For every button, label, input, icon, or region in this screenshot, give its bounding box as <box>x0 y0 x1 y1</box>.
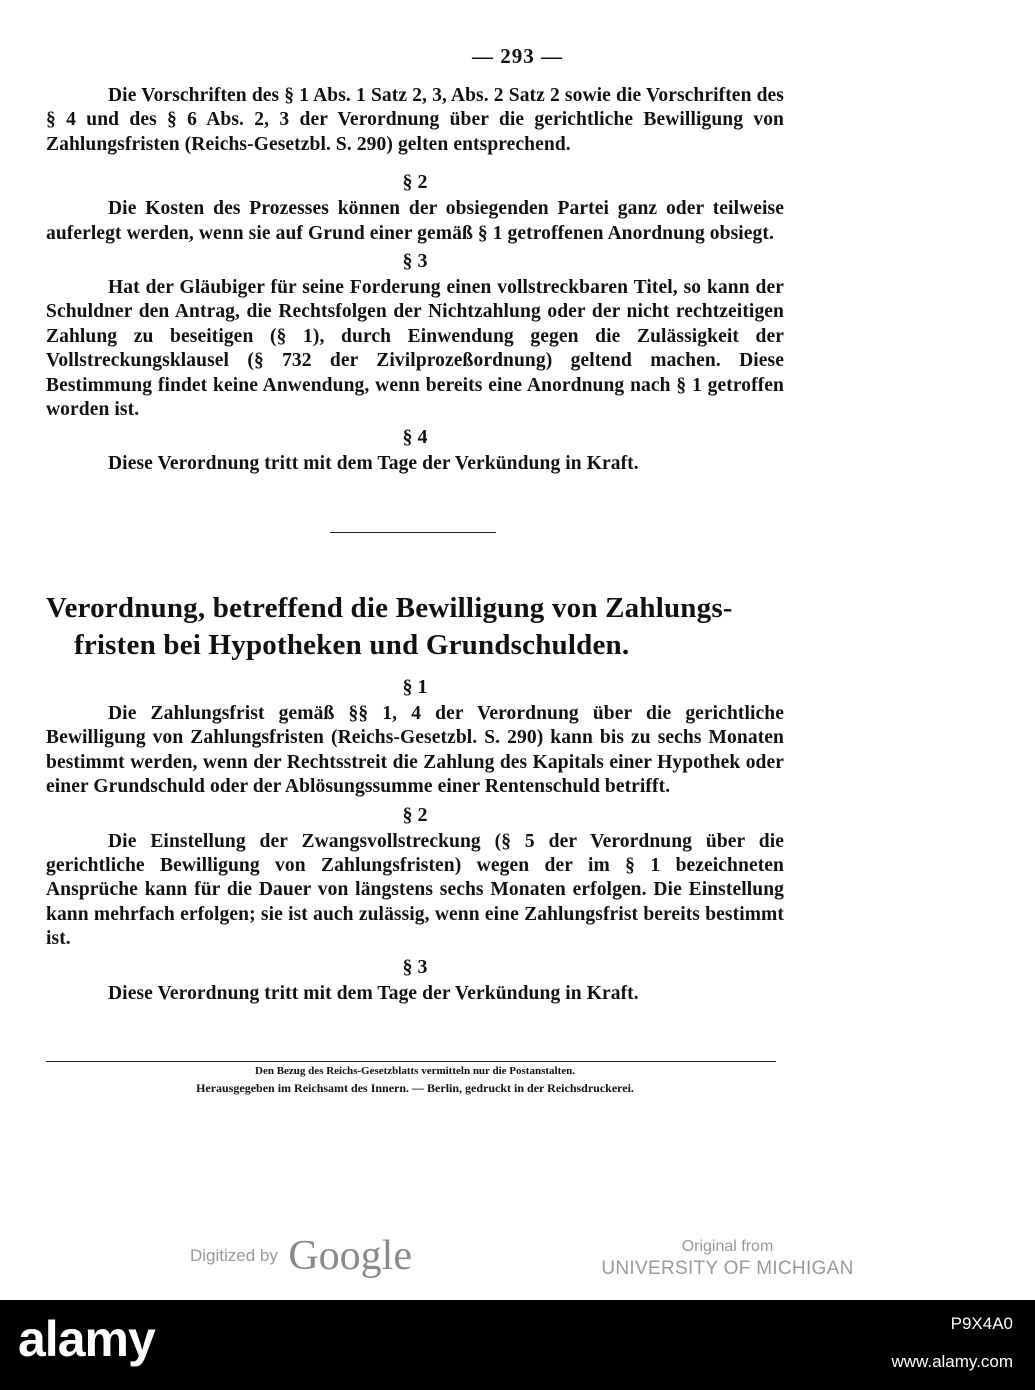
image-id: P9X4A0 <box>950 1314 1013 1333</box>
ordinance-block <box>46 590 784 1006</box>
digitized-by-label: Digitized by <box>190 1246 278 1265</box>
heading-line: fristen bei Hypotheken und Grundschulden. <box>74 629 630 661</box>
imprint-footer <box>46 1064 784 1097</box>
section-label: § 1 <box>402 676 428 698</box>
section-text: Die Kosten des Prozesses können der obsiegenden Partei ganz oder teilweise auferlegt werden, wenn sie auf Grund einer gemäß § 1 getroffenen Anordnung obsiegt. <box>46 198 784 244</box>
footer-line: Den Bezug des Reichs-Gesetzblatts vermitteln nur die Postanstalten. <box>255 1065 575 1077</box>
stock-banner <box>0 1300 1035 1390</box>
section-label: § 4 <box>402 426 428 449</box>
original-from-watermark <box>600 1237 855 1281</box>
footer-line: Herausgegeben im Reichsamt des Innern. — Berlin, gedruckt in der Reichsdruckerei. <box>196 1081 634 1095</box>
section-text: Hat der Gläubiger für seine Forderung einen vollstreckbaren Titel, so kann der Schuldner den Antrag, die Rechtsfolgen der Nichtzahlung oder der nicht rechtzeitigen Zahlung zu beseitigen (§ 1), durch Einwendung gegen die Zulässigkeit der Vollstreckungsklausel (§ 732 der Zivilprozeßordnung) geltend machen. Diese Bestimmung findet keine Anwendung, wenn bereits eine Anordnung nach § 1 getroffen worden ist. <box>46 277 784 421</box>
section-text: Die Einstellung der Zwangsvollstreckung (§ 5 der Verordnung über die gerichtliche Bewilligung von Zahlungsfristen) wegen der im § 1 bezeichneten Ansprüche kann für die Dauer von längstens sechs Monaten erfolgen. Die Einstellung kann mehrfach erfolgen; sie ist auch zulässig, wenn eine Zahlungsfrist bereits bestimmt ist. <box>46 830 784 950</box>
page-number: — 293 — <box>472 44 563 68</box>
digitized-by-watermark <box>190 1232 412 1280</box>
section-label: § 2 <box>402 171 428 194</box>
footer-rule <box>46 1061 776 1062</box>
original-from-label: Original from <box>681 1238 774 1255</box>
section-label: § 3 <box>402 955 428 978</box>
heading-line: Verordnung, betreffend die Bewilligung von Zahlungs- <box>46 592 733 624</box>
section-text: Diese Verordnung tritt mit dem Tage der Verkündung in Kraft. <box>108 982 639 1004</box>
section-label: § 3 <box>402 250 428 273</box>
top-block <box>46 84 784 477</box>
google-logo: Google <box>288 1233 412 1279</box>
section-text: Diese Verordnung tritt mit dem Tage der Verkündung in Kraft. <box>108 453 639 475</box>
separator-rule <box>330 532 496 533</box>
site-url: www.alamy.com <box>891 1352 1013 1371</box>
university-label: UNIVERSITY OF MICHIGAN <box>601 1258 854 1279</box>
ordinance-heading <box>46 590 784 664</box>
continuation-paragraph: Die Vorschriften des § 1 Abs. 1 Satz 2, 3, Abs. 2 Satz 2 sowie die Vorschriften des § 4 und des § 6 Abs. 2, 3 der Verordnung über die gerichtliche Bewilligung von Zahlungsfristen (Reichs-Gesetzbl. S. 290) gelten entsprechend. <box>46 85 784 155</box>
alamy-logo: alamy <box>18 1311 155 1367</box>
section-label: § 2 <box>402 803 428 826</box>
section-text: Die Zahlungsfrist gemäß §§ 1, 4 der Verordnung über die gerichtliche Bewilligung von Zahlungsfristen (Reichs-Gesetzbl. S. 290) kann bis zu sechs Monaten bestimmt werden, wenn der Rechtsstreit die Zahlung des Kapitals einer Hypothek oder einer Grundschuld oder der Ablösungssumme einer Rentenschuld betrifft. <box>46 703 784 798</box>
